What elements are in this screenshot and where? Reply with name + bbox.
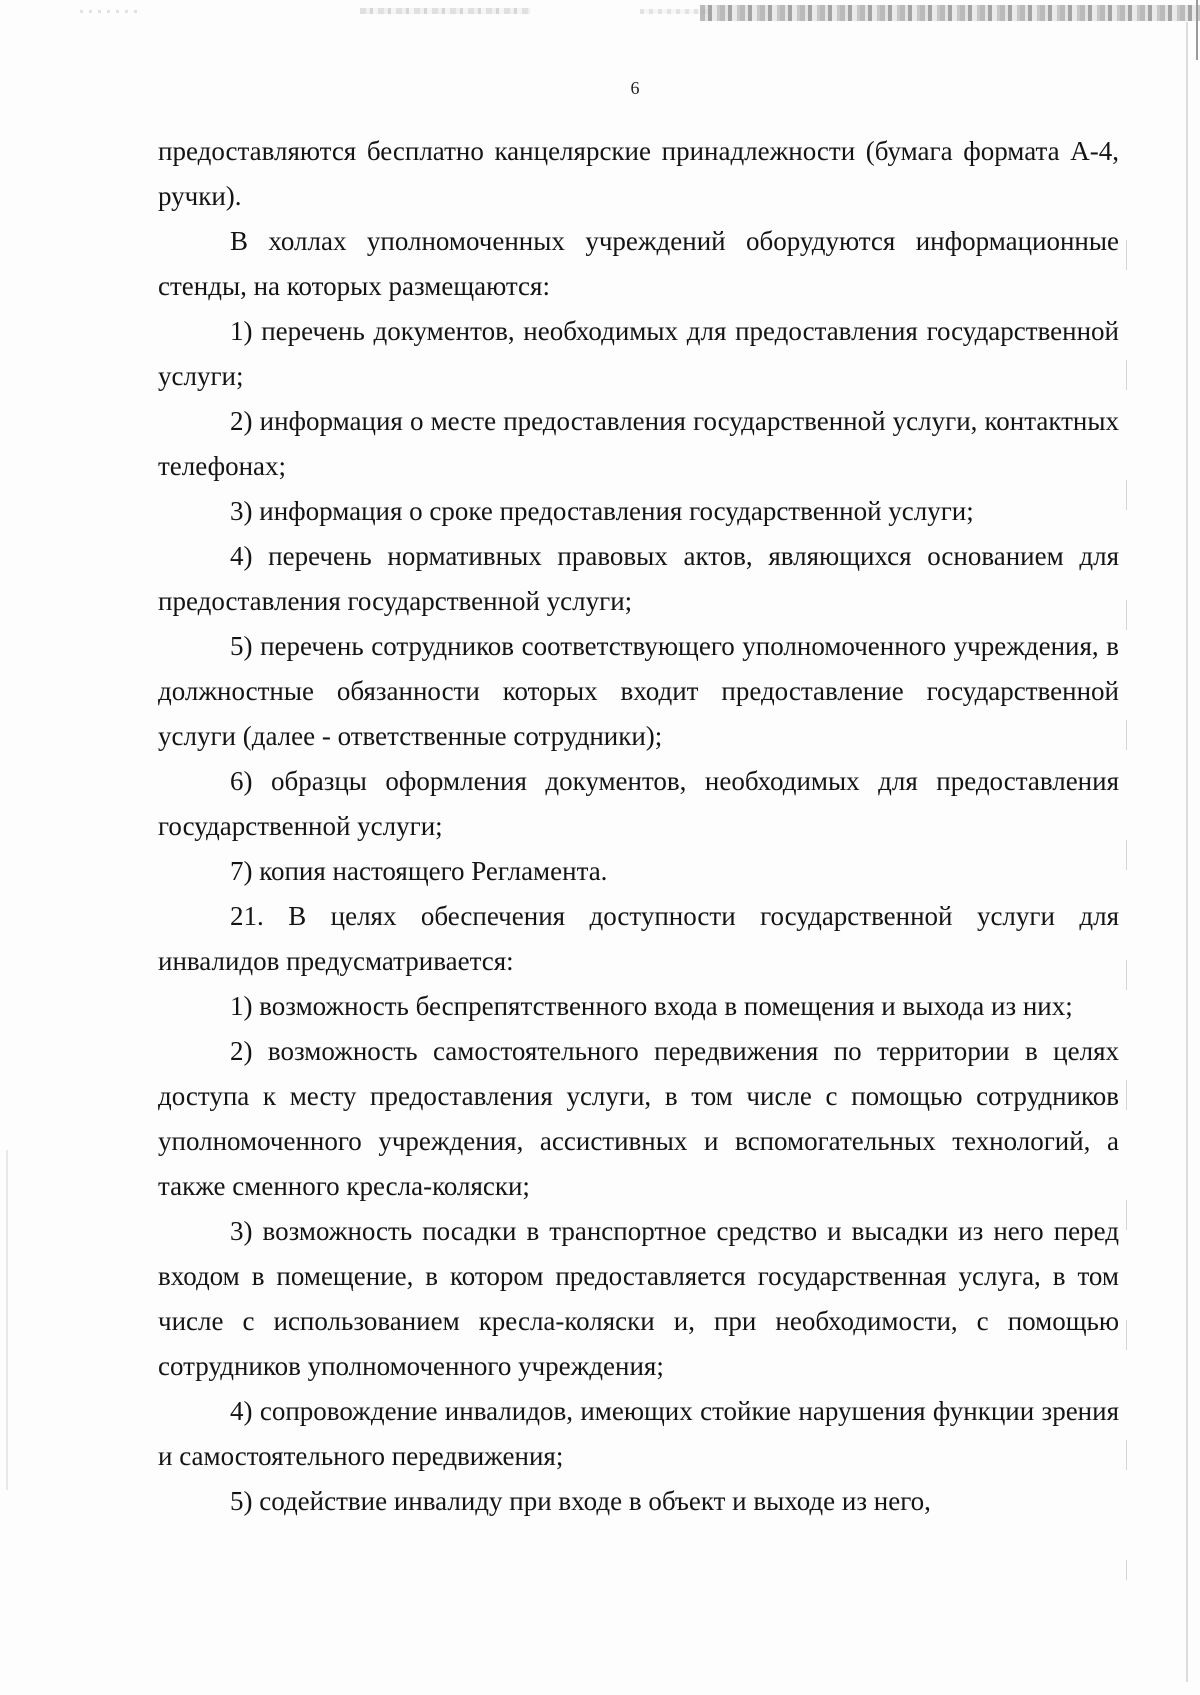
list-item: 2) информация о месте предоставления государственной услуги, контактных телефонах; bbox=[158, 405, 1119, 481]
list-item: 6) образцы оформления документов, необходимых для предоставления государственной услуги; bbox=[158, 765, 1119, 841]
scan-artifact bbox=[700, 5, 1200, 21]
list-item: 5) содействие инвалиду при входе в объект и выходе из него, bbox=[230, 1485, 931, 1516]
scan-edge bbox=[1186, 22, 1188, 1682]
scan-edge bbox=[6, 1150, 8, 1490]
paragraph: В холлах уполномоченных учреждений оборудуются информационные стенды, на которых размещаются: bbox=[158, 225, 1119, 301]
scan-edge bbox=[1196, 0, 1198, 60]
section-paragraph: 21. В целях обеспечения доступности государственной услуги для инвалидов предусматривается: bbox=[158, 900, 1119, 976]
page-number: 6 bbox=[630, 78, 640, 98]
list-item: 3) информация о сроке предоставления государственной услуги; bbox=[230, 495, 974, 526]
list-item: 2) возможность самостоятельного передвижения по территории в целях доступа к месту предоставления услуги, в том числе с помощью сотрудников уполномоченного учреждения, ассистивных и вспомогательных технологий, а также сменного кресла-коляски; bbox=[158, 1035, 1119, 1201]
list-item: 4) перечень нормативных правовых актов, являющихся основанием для предоставления государственной услуги; bbox=[158, 540, 1119, 616]
list-item: 1) возможность беспрепятственного входа в помещения и выхода из них; bbox=[230, 990, 1073, 1021]
scan-artifact bbox=[80, 10, 140, 13]
list-item: 7) копия настоящего Регламента. bbox=[230, 855, 608, 886]
scan-artifact bbox=[360, 8, 530, 14]
scan-margin-marks bbox=[1126, 200, 1127, 1580]
list-item: 5) перечень сотрудников соответствующего уполномоченного учреждения, в должностные обязанности которых входит предоставление государственной услуги (далее - ответственные сотрудники); bbox=[158, 630, 1119, 751]
document-body bbox=[158, 129, 1119, 1524]
paragraph: предоставляются бесплатно канцелярские принадлежности (бумага формата А-4, ручки). bbox=[158, 135, 1119, 211]
list-item: 4) сопровождение инвалидов, имеющих стойкие нарушения функции зрения и самостоятельного передвижения; bbox=[158, 1395, 1119, 1471]
list-item: 1) перечень документов, необходимых для предоставления государственной услуги; bbox=[158, 315, 1119, 391]
list-item: 3) возможность посадки в транспортное средство и высадки из него перед входом в помещение, в котором предоставляется государственная услуга, в том числе с использованием кресла-коляски и, при необходимости, с помощью сотрудников уполномоченного учреждения; bbox=[158, 1215, 1119, 1381]
